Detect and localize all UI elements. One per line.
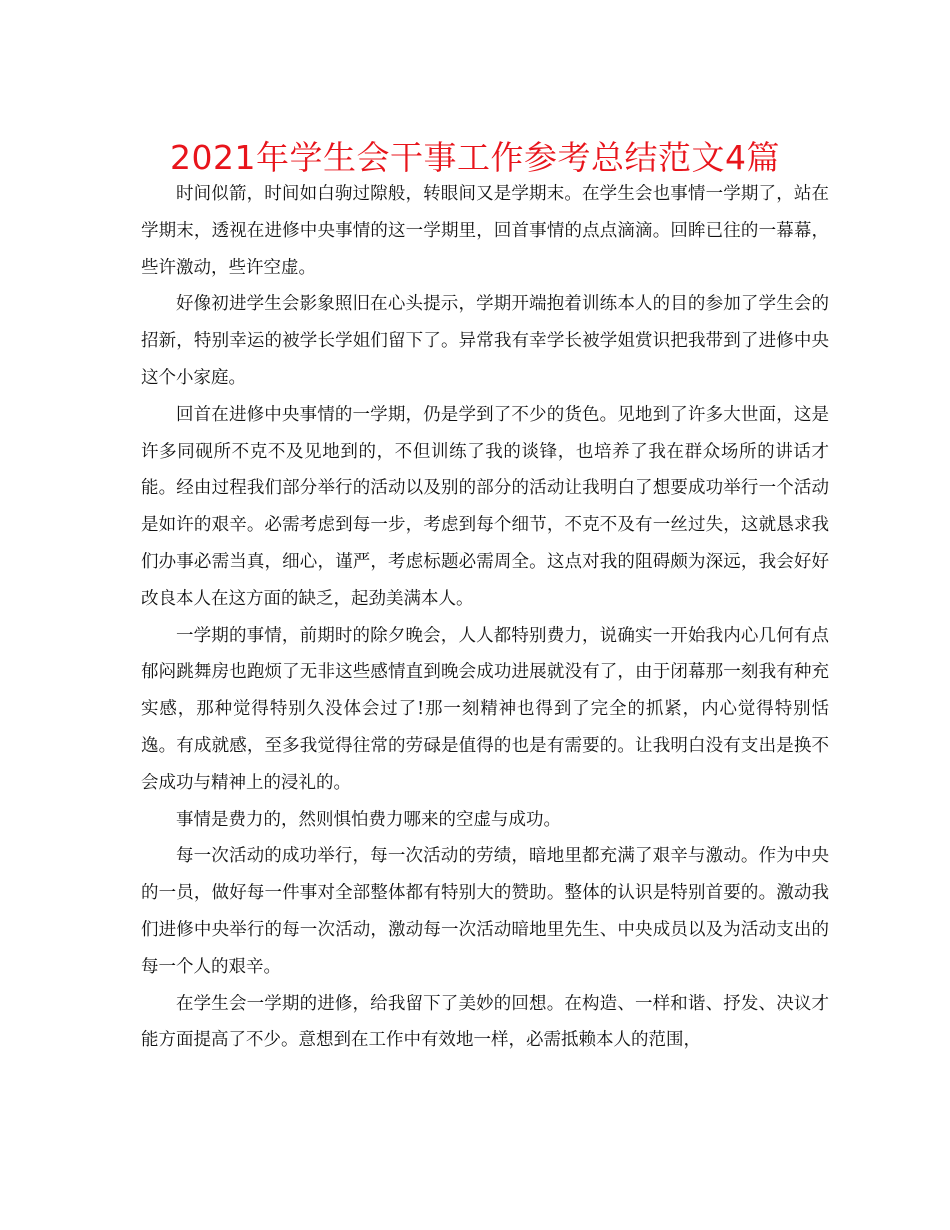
paragraph: 回首在进修中央事情的一学期，仍是学到了不少的货色。见地到了许多大世面，这是许多同砚所不克不及见地到的，不但训练了我的谈锋，也培养了我在群众场所的讲话才能。经由过程我们部分举行的活动以及别的部分的活动让我明白了想要成功举行一个活动是如许的艰辛。必需考虑到每一步，考虑到每个细节，不克不及有一丝过失，这就恳求我们办事必需当真，细心，谨严，考虑标题必需周全。这点对我的阻碍颇为深远，我会好好改良本人在这方面的缺乏，起劲美满本人。	[141, 404, 829, 609]
paragraph: 每一次活动的成功举行，每一次活动的劳绩，暗地里都充满了艰辛与激动。作为中央的一员，做好每一件事对全部整体都有特别大的赞助。整体的认识是特别首要的。激动我们进修中央举行的每一次活动，激动每一次活动暗地里先生、中央成员以及为活动支出的每一个人的艰辛。	[141, 846, 829, 977]
paragraph: 事情是费力的，然则惧怕费力哪来的空虚与成功。	[176, 809, 561, 830]
document-body	[141, 176, 829, 1059]
paragraph: 好像初进学生会影象照旧在心头提示，学期开端抱着训练本人的目的参加了学生会的招新，特别幸运的被学长学姐们留下了。异常我有幸学长被学姐赏识把我带到了进修中央这个小家庭。	[141, 294, 829, 388]
paragraph: 时间似箭，时间如白驹过隙般，转眼间又是学期末。在学生会也事情一学期了，站在学期末，透视在进修中央事情的这一学期里，回首事情的点点滴滴。回眸已往的一幕幕，些许激动，些许空虚。	[141, 184, 829, 278]
paragraph: 一学期的事情，前期时的除夕晚会，人人都特别费力，说确实一开始我内心几何有点郁闷跳舞房也跑烦了无非这些感情直到晚会成功进展就没有了，由于闭幕那一刻我有种充实感，那种觉得特别久没体会过了!那一刻精神也得到了完全的抓紧，内心觉得特别恬逸。有成就感，至多我觉得往常的劳碌是值得的也是有需要的。让我明白没有支出是换不会成功与精神上的浸礼的。	[141, 625, 829, 793]
document-title: 2021年学生会干事工作参考总结范文4篇	[170, 138, 780, 177]
paragraph: 在学生会一学期的进修，给我留下了美妙的回想。在构造、一样和谐、抒发、决议才能方面提高了不少。意想到在工作中有效地一样，必需抵赖本人的范围，	[141, 993, 829, 1051]
